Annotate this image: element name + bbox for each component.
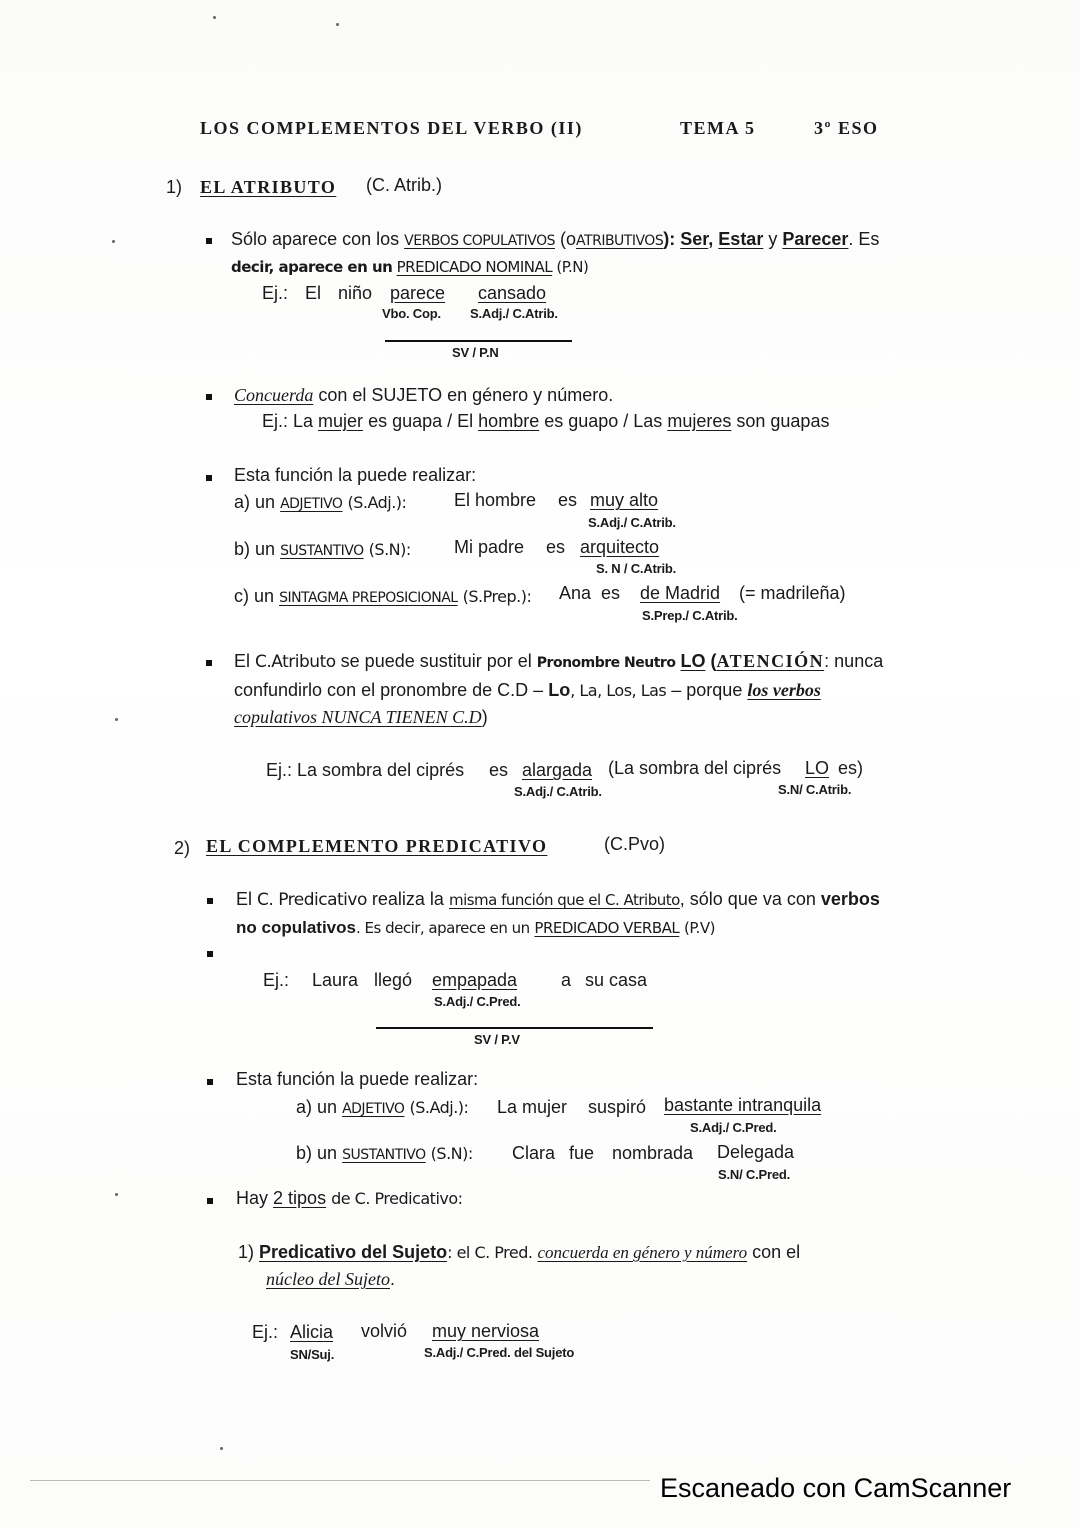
text: El xyxy=(234,651,251,671)
section-1-abbr: (C. Atrib.) xyxy=(366,175,443,195)
example-word: a xyxy=(561,970,572,990)
text: un xyxy=(254,586,275,606)
example-word: La mujer xyxy=(497,1097,568,1117)
type-1-line-2 xyxy=(266,1269,395,1290)
list-marker: c) xyxy=(234,586,249,606)
text: un xyxy=(317,1143,338,1163)
label-sadj-catrib: S.Adj./ C.Atrib. xyxy=(588,515,676,530)
scan-speck xyxy=(112,240,115,243)
label-sn-cpred: S.N/ C.Pred. xyxy=(718,1167,791,1182)
example-word: es xyxy=(546,537,566,557)
list-marker: a) xyxy=(234,492,251,512)
text: un xyxy=(255,492,276,512)
label-sprep-catrib: S.Prep./ C.Atrib. xyxy=(642,608,738,623)
example-word-pred: bastante intranquila xyxy=(664,1095,822,1115)
text: . xyxy=(389,1269,395,1289)
label-sadj-cpred: S.Adj./ C.Pred. xyxy=(690,1120,777,1135)
bullet xyxy=(206,475,212,481)
example-ej: Ej.: xyxy=(263,970,290,990)
label-sn-catrib: S. N / C.Atrib. xyxy=(596,561,677,576)
text: : el C. Pred. xyxy=(447,1243,533,1262)
text: (S.N): xyxy=(368,540,411,559)
example-word: (= madrileña) xyxy=(739,583,846,603)
text: y xyxy=(768,229,778,249)
term-verbos-copulativos: VERBOS COPULATIVOS xyxy=(404,233,556,249)
text: decir, aparece en un xyxy=(231,258,393,276)
term-cpredicativo: C. Predicativo xyxy=(257,890,367,910)
term-predicativo-del-sujeto: Predicativo del Sujeto xyxy=(259,1242,448,1262)
term-predicado-verbal: PREDICADO VERBAL xyxy=(534,919,680,937)
verb-estar: Estar xyxy=(718,229,764,249)
list-marker: a) xyxy=(296,1097,313,1117)
text: un xyxy=(255,539,276,559)
label-vbo-cop: Vbo. Cop. xyxy=(382,306,441,321)
term-predicado-nominal: PREDICADO NOMINAL xyxy=(396,258,553,276)
example-word-pred: Delegada xyxy=(717,1142,795,1162)
bullet xyxy=(207,1079,213,1085)
section-2-number: 2) xyxy=(174,838,191,858)
term-sustantivo: SUSTANTIVO xyxy=(280,543,364,559)
emphasis-text: los verbos xyxy=(747,680,821,700)
term-no-copulativos: no copulativos xyxy=(236,918,356,937)
label-sadj-cpred: S.Adj./ C.Pred. xyxy=(434,994,521,1009)
label-sadj-catrib: S.Adj./ C.Atrib. xyxy=(514,784,602,799)
text: , La, Los, Las xyxy=(570,681,667,700)
text: (S.Adj.): xyxy=(409,1098,469,1117)
bullet xyxy=(206,394,212,400)
example-word: es xyxy=(489,760,509,780)
text: , xyxy=(708,229,714,249)
text: – porque xyxy=(671,680,743,700)
s2-list-b xyxy=(296,1143,473,1164)
s2-list-a xyxy=(296,1097,468,1118)
page-title: LOS COMPLEMENTOS DEL VERBO (II) xyxy=(200,118,583,138)
text: un xyxy=(317,1097,338,1117)
text: (P.N) xyxy=(556,258,589,276)
scan-speck xyxy=(115,718,118,721)
bullet xyxy=(206,238,212,244)
bullet-4-line-3 xyxy=(234,707,488,728)
example-word-subject: Alicia xyxy=(290,1322,334,1342)
bullet xyxy=(207,898,213,904)
section-2-abbr: (C.Pvo) xyxy=(604,834,666,854)
bullet-2-line-1 xyxy=(234,385,613,406)
label-sn-catrib: S.N/ C.Atrib. xyxy=(778,782,852,797)
camscanner-watermark: Escaneado con CamScanner xyxy=(660,1473,1012,1503)
example-word: fue xyxy=(569,1143,595,1163)
text: de C. Predicativo: xyxy=(331,1189,463,1208)
example-word: es xyxy=(601,583,621,603)
example-word: suspiró xyxy=(588,1097,647,1117)
s2-bullet-1-line-1 xyxy=(236,889,880,910)
text: (S.Prep.): xyxy=(462,587,532,606)
scan-speck xyxy=(115,1193,118,1196)
s2-bullet-2-intro: Esta función la puede realizar: xyxy=(236,1069,479,1089)
text: , sólo que va con xyxy=(679,889,816,909)
s2-bullet-1-line-2 xyxy=(236,918,715,938)
example-phrase: Ej.: La sombra del ciprés xyxy=(266,760,465,780)
divider-line xyxy=(385,340,572,342)
example-word-atrib: cansado xyxy=(478,283,547,303)
divider-line xyxy=(376,1027,653,1029)
list-c xyxy=(234,586,531,607)
bullet-4-line-1 xyxy=(234,651,883,672)
text: (S.N): xyxy=(430,1144,473,1163)
example-word: Ana xyxy=(559,583,592,603)
scan-speck xyxy=(336,23,339,26)
example-word-lo: LO xyxy=(805,758,830,778)
example-word: llegó xyxy=(374,970,413,990)
bullet-4-line-2 xyxy=(234,680,821,701)
example-word: su casa xyxy=(585,970,648,990)
term-pronombre-neutro: Pronombre Neutro xyxy=(536,655,676,671)
label-sadj-cpred-sujeto: S.Adj./ C.Pred. del Sujeto xyxy=(424,1345,575,1360)
example-ej: Ej.: xyxy=(262,283,289,303)
example-word: Mi padre xyxy=(454,537,525,557)
term-sustantivo: SUSTANTIVO xyxy=(342,1147,426,1163)
text: ): xyxy=(663,229,676,249)
term-atributivos: ATRIBUTIVOS xyxy=(576,233,664,249)
text: con el xyxy=(752,1242,801,1262)
text: (P.V) xyxy=(684,919,715,937)
term-lo: Lo xyxy=(548,680,571,700)
text: Sólo aparece con los xyxy=(231,229,400,249)
text: (S.Adj.): xyxy=(347,493,407,512)
scan-speck xyxy=(213,16,216,19)
example-word-pred: empapada xyxy=(432,970,518,990)
bullet xyxy=(206,660,212,666)
text: El xyxy=(236,889,253,909)
example-word: niño xyxy=(338,283,373,303)
example-word: Clara xyxy=(512,1143,556,1163)
example-word-verb: parece xyxy=(390,283,446,303)
list-marker: b) xyxy=(296,1143,313,1163)
term-adjetivo: ADJETIVO xyxy=(280,496,343,512)
term-misma-funcion: misma función que el C. Atributo xyxy=(448,891,680,909)
list-marker: 1) xyxy=(238,1242,255,1262)
label-sadj-catrib: S.Adj./ C.Atrib. xyxy=(470,306,558,321)
term-verbos: verbos xyxy=(820,889,880,909)
bullet-1-line-1 xyxy=(231,229,879,250)
example-word: nombrada xyxy=(612,1143,694,1163)
section-1-heading: EL ATRIBUTO xyxy=(200,177,337,197)
verb-ser: Ser xyxy=(680,229,709,249)
scan-speck xyxy=(220,1447,223,1450)
term-lo: LO xyxy=(680,651,706,671)
list-b xyxy=(234,539,411,560)
text: se puede sustituir por el xyxy=(340,651,532,671)
example-word-atrib: muy alto xyxy=(590,490,659,510)
emphasis-text: concuerda en género y número xyxy=(537,1243,748,1262)
emphasis-text: núcleo del Sujeto xyxy=(266,1269,390,1289)
term-sintagma-preposicional: SINTAGMA PREPOSICIONAL xyxy=(279,590,458,606)
text: es guapa / El xyxy=(368,411,474,431)
example-noun: mujer xyxy=(318,411,364,431)
term-sujeto: SUJETO xyxy=(371,385,443,405)
text: . Es decir, aparece en un xyxy=(355,919,530,937)
text: Hay xyxy=(236,1188,269,1208)
bullet-3-intro: Esta función la puede realizar: xyxy=(234,465,477,485)
s2-bullet-3 xyxy=(236,1188,463,1209)
text: ) xyxy=(481,707,488,727)
bullet-1-line-2 xyxy=(231,258,588,276)
course-level: 3º ESO xyxy=(814,118,879,138)
text: (o xyxy=(560,229,577,249)
list-marker: b) xyxy=(234,539,251,559)
bullet-2-example xyxy=(262,411,829,432)
bullet xyxy=(207,1198,213,1204)
label-sn-suj: SN/Suj. xyxy=(290,1347,335,1362)
text: : nunca xyxy=(824,651,884,671)
text: ( xyxy=(710,651,717,671)
term-2-tipos: 2 tipos xyxy=(273,1188,327,1208)
example-noun: mujeres xyxy=(667,411,732,431)
text: realiza la xyxy=(371,889,444,909)
text: en género y número. xyxy=(447,385,614,405)
topic-number: TEMA 5 xyxy=(680,118,756,138)
label-sv-pn: SV / P.N xyxy=(452,345,499,360)
example-ej: Ej.: xyxy=(252,1322,279,1342)
example-word: Laura xyxy=(312,970,359,990)
section-2-heading: EL COMPLEMENTO PREDICATIVO xyxy=(206,836,548,856)
term-catributo: C.Atributo xyxy=(255,652,336,672)
example-word: El hombre xyxy=(454,490,537,510)
term-atencion: ATENCIÓN xyxy=(716,651,825,671)
scan-edge-line xyxy=(30,1480,650,1481)
text: confundirlo con el pronombre de C.D – xyxy=(234,680,544,700)
section-1-number: 1) xyxy=(166,177,183,197)
verb-parecer: Parecer xyxy=(782,229,849,249)
text: . Es xyxy=(848,229,880,249)
text: Ej.: La xyxy=(262,411,314,431)
example-word: es xyxy=(558,490,578,510)
text: son guapas xyxy=(736,411,830,431)
term-concuerda: Concuerda xyxy=(234,385,314,405)
emphasis-text: copulativos NUNCA TIENEN C.D xyxy=(234,707,482,727)
example-word: El xyxy=(305,283,322,303)
example-word-atrib: de Madrid xyxy=(640,583,721,603)
example-noun: hombre xyxy=(478,411,540,431)
text: con el xyxy=(318,385,367,405)
example-word-atrib: alargada xyxy=(522,760,593,780)
type-1-line-1 xyxy=(238,1242,800,1263)
example-word: volvió xyxy=(361,1321,408,1341)
label-sv-pv: SV / P.V xyxy=(474,1032,520,1047)
list-a xyxy=(234,492,406,513)
example-word-atrib: arquitecto xyxy=(580,537,660,557)
text: es guapo / Las xyxy=(544,411,663,431)
bullet xyxy=(207,951,213,957)
example-phrase: (La sombra del ciprés xyxy=(608,758,782,778)
example-word-pred: muy nerviosa xyxy=(432,1321,540,1341)
term-adjetivo: ADJETIVO xyxy=(342,1101,405,1117)
example-word: es) xyxy=(838,758,864,778)
